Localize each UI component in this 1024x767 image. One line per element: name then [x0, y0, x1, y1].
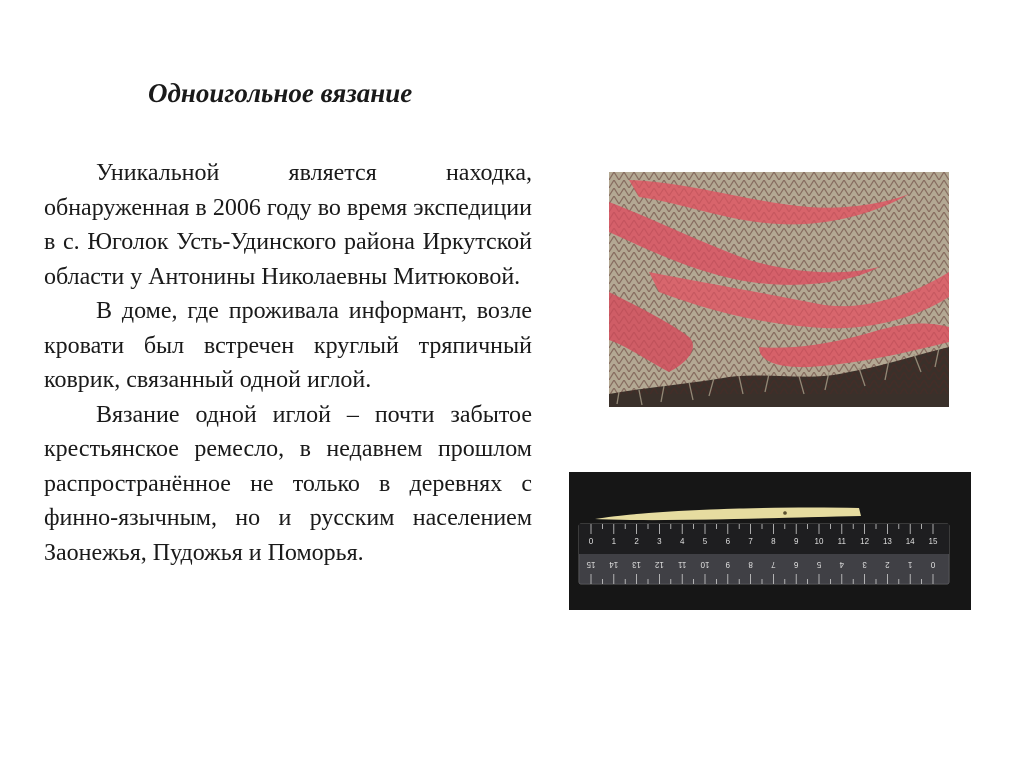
ruler-number-bottom: 14	[609, 560, 619, 569]
ruler-number-bottom: 15	[586, 560, 596, 569]
ruler-number-bottom: 11	[678, 560, 687, 569]
ruler-number-bottom: 1	[907, 560, 913, 569]
ruler-number-top: 13	[882, 537, 892, 546]
ruler-number-top: 3	[657, 537, 662, 546]
ruler-number-top: 14	[905, 537, 915, 546]
ruler-number-top: 2	[634, 537, 639, 546]
ruler-number-top: 12	[860, 537, 870, 546]
ruler-number-top: 10	[814, 537, 824, 546]
ruler-number-bottom: 4	[839, 560, 845, 569]
ruler-number-bottom: 6	[793, 560, 799, 569]
ruler-number-top: 9	[793, 537, 799, 546]
ruler-number-bottom: 10	[700, 560, 710, 569]
ruler-number-bottom: 8	[748, 560, 753, 569]
ruler-number-bottom: 7	[771, 560, 776, 569]
paragraph-1: Уникальной является находка, обнаруженная в 2006 году во время экспедиции в с. Юголок Усть-Удинского района Иркутской области у Антонины Николаевны Митюковой.	[44, 160, 532, 290]
rug-photo	[609, 172, 949, 407]
ruler-number-top: 4	[679, 537, 685, 546]
needle-photo	[569, 472, 971, 610]
ruler-number-bottom: 0	[930, 560, 936, 569]
body-text	[44, 156, 532, 570]
ruler-number-top: 6	[725, 537, 731, 546]
ruler-number-bottom: 5	[816, 560, 822, 569]
rug-image	[609, 172, 949, 407]
ruler-number-top: 1	[611, 537, 617, 546]
ruler-number-bottom: 13	[632, 560, 642, 569]
paragraph-2: В доме, где проживала информант, возле кровати был встречен круглый тряпичный коврик, связанный одной иглой.	[44, 298, 532, 393]
ruler-number-bottom: 12	[654, 560, 664, 569]
ruler-number-top: 7	[748, 537, 753, 546]
ruler-number-top: 11	[837, 537, 846, 546]
ruler-number-bottom: 9	[725, 560, 731, 569]
ruler-number-top: 8	[771, 537, 776, 546]
slide-title: Одноигольное вязание	[148, 78, 413, 108]
ruler-number-top: 15	[928, 537, 938, 546]
paragraph-3: Вязание одной иглой – почти забытое крестьянское ремесло, в недавнем прошлом распространённое не только в деревнях с финно-язычным, но и русским населением Заонежья, Пудожья и Поморья.	[44, 401, 532, 566]
ruler-number-top: 5	[702, 537, 708, 546]
needle-ruler-image	[569, 472, 971, 610]
ruler-number-bottom: 3	[862, 560, 867, 569]
ruler-number-top: 0	[588, 537, 594, 546]
ruler-number-bottom: 2	[885, 560, 890, 569]
